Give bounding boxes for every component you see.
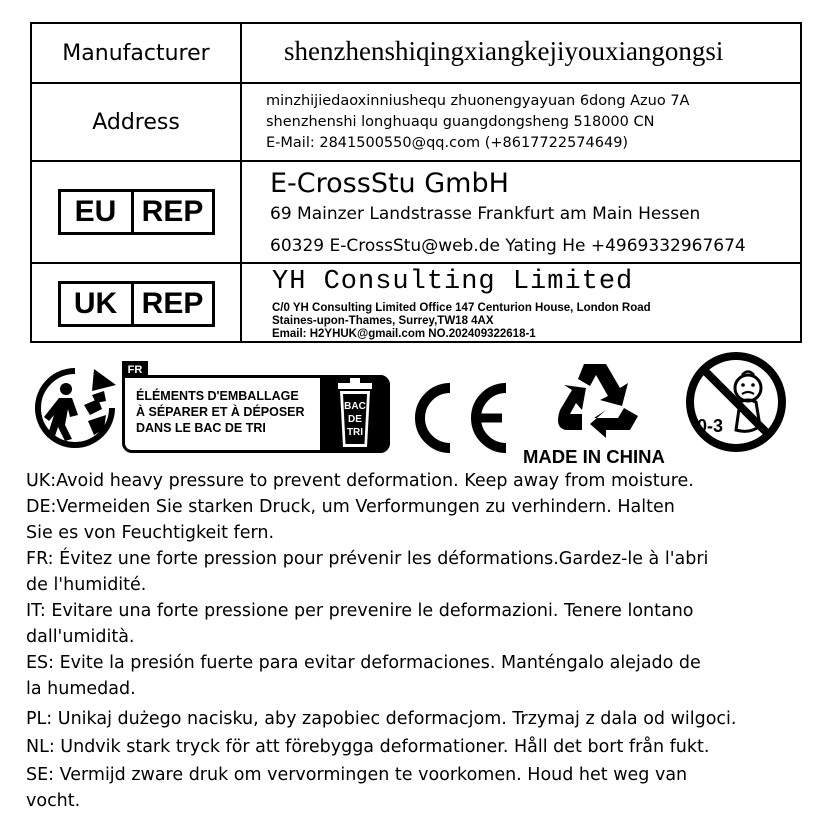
bin-text: DE bbox=[348, 414, 362, 425]
eu-badge-text: EU bbox=[61, 192, 134, 232]
warning-line: FR: Évitez une forte pression pour prévenir les déformations.Gardez-le à l'abri bbox=[26, 549, 709, 569]
uk-rep-info-cell bbox=[242, 264, 800, 343]
warning-it bbox=[26, 598, 694, 650]
uk-rep-line: C/0 YH Consulting Limited Office 147 Centurion House, London Road bbox=[272, 302, 651, 314]
address-lines bbox=[266, 91, 689, 154]
eu-rep-address: 69 Mainzer Landstrasse Frankfurt am Main Hessen bbox=[270, 204, 701, 224]
no-under-3-icon bbox=[684, 350, 788, 454]
uk-rep-details bbox=[272, 302, 651, 341]
fr-sorting-label bbox=[122, 361, 390, 453]
fr-sorting-text bbox=[136, 388, 305, 436]
age-warning-text: 0-3 bbox=[696, 416, 724, 436]
warning-line: NL: Undvik stark tryck för att förebygga deformationer. Håll det bort från fukt. bbox=[26, 737, 710, 757]
eu-rep-contact: 60329 E-CrossStu@web.de Yating He +4969332967674 bbox=[270, 236, 746, 256]
uk-rep-line: Email: H2YHUK@gmail.com NO.202409322618-1 bbox=[272, 328, 536, 340]
eu-rep-badge bbox=[58, 189, 215, 235]
manufacturer-name: shenzhenshiqingxiangkejiyouxiangongsi bbox=[284, 36, 724, 66]
fr-sorting-line: DANS LE BAC DE TRI bbox=[136, 421, 266, 435]
bin-text: TRI bbox=[346, 427, 364, 438]
address-line: minzhijiedaoxinniushequ zhuonengyayuan 6dong Azuo 7A bbox=[266, 93, 690, 109]
manufacturer-row bbox=[32, 24, 800, 82]
eu-rep-badge-cell bbox=[32, 162, 242, 262]
triman-icon bbox=[32, 365, 118, 451]
address-value-cell bbox=[242, 84, 800, 160]
uk-rep-row bbox=[32, 262, 800, 343]
rep-badge-text: REP bbox=[141, 195, 204, 228]
address-row bbox=[32, 82, 800, 160]
warning-de bbox=[26, 494, 675, 546]
fr-sorting-line: À SÉPARER ET À DÉPOSER bbox=[136, 405, 305, 419]
uk-rep-badge-cell bbox=[32, 264, 242, 343]
warning-line: Sie es von Feuchtigkeit fern. bbox=[26, 523, 275, 543]
warning-uk bbox=[26, 468, 694, 494]
uk-rep-badge bbox=[58, 281, 215, 327]
fr-bin-panel bbox=[320, 375, 390, 453]
warning-line: DE:Vermeiden Sie starken Druck, um Verformungen zu verhindern. Halten bbox=[26, 497, 675, 517]
warning-line: de l'humidité. bbox=[26, 575, 147, 595]
ce-mark-icon bbox=[404, 380, 514, 456]
warning-pl bbox=[26, 706, 736, 732]
warning-line: UK:Avoid heavy pressure to prevent deformation. Keep away from moisture. bbox=[26, 471, 694, 491]
warning-line: PL: Unikaj dużego nacisku, aby zapobiec deformacjom. Trzymaj z dala od wilgoci. bbox=[26, 709, 737, 729]
manufacturer-value-cell bbox=[242, 24, 800, 82]
uk-rep-line: Staines-upon-Thames, Surrey,TW18 4AX bbox=[272, 315, 494, 327]
address-email-line: E-Mail: 2841500550@qq.com (+8617722574649) bbox=[266, 135, 629, 151]
recycle-icon bbox=[550, 358, 642, 442]
rep-badge-text: REP bbox=[141, 286, 204, 320]
address-label: Address bbox=[92, 109, 180, 135]
address-line: shenzhenshi longhuaqu guangdongsheng 518000 CN bbox=[266, 114, 655, 130]
warning-line: SE: Vermijd zware druk om vervormingen te voorkomen. Houd het weg van bbox=[26, 765, 688, 785]
manufacturer-label: Manufacturer bbox=[62, 40, 210, 66]
compliance-table bbox=[30, 22, 802, 343]
eu-rep-info-cell bbox=[242, 162, 800, 262]
eu-rep-name: E-CrossStu GmbH bbox=[270, 168, 509, 199]
made-in-china-text: MADE IN CHINA bbox=[523, 446, 665, 467]
address-label-cell bbox=[32, 84, 242, 160]
warning-line: dall'umidità. bbox=[26, 627, 135, 647]
uk-rep-name: YH Consulting Limited bbox=[272, 267, 634, 297]
fr-tag: FR bbox=[122, 361, 148, 378]
uk-badge-text: UK bbox=[61, 284, 134, 324]
warning-es bbox=[26, 650, 701, 702]
warning-se bbox=[26, 762, 687, 814]
warning-line: la humedad. bbox=[26, 679, 136, 699]
fr-sorting-line: ÉLÉMENTS D'EMBALLAGE bbox=[136, 389, 299, 403]
warning-line: IT: Evitare una forte pressione per prevenire le deformazioni. Tenere lontano bbox=[26, 601, 694, 621]
bin-text: BAC bbox=[344, 401, 366, 412]
warning-nl bbox=[26, 734, 709, 760]
warning-line: ES: Evite la presión fuerte para evitar deformaciones. Manténgalo alejado de bbox=[26, 653, 701, 673]
eu-rep-row bbox=[32, 160, 800, 262]
warning-line: vocht. bbox=[26, 791, 81, 811]
manufacturer-label-cell bbox=[32, 24, 242, 82]
warning-fr bbox=[26, 546, 708, 598]
bin-icon bbox=[320, 375, 390, 453]
